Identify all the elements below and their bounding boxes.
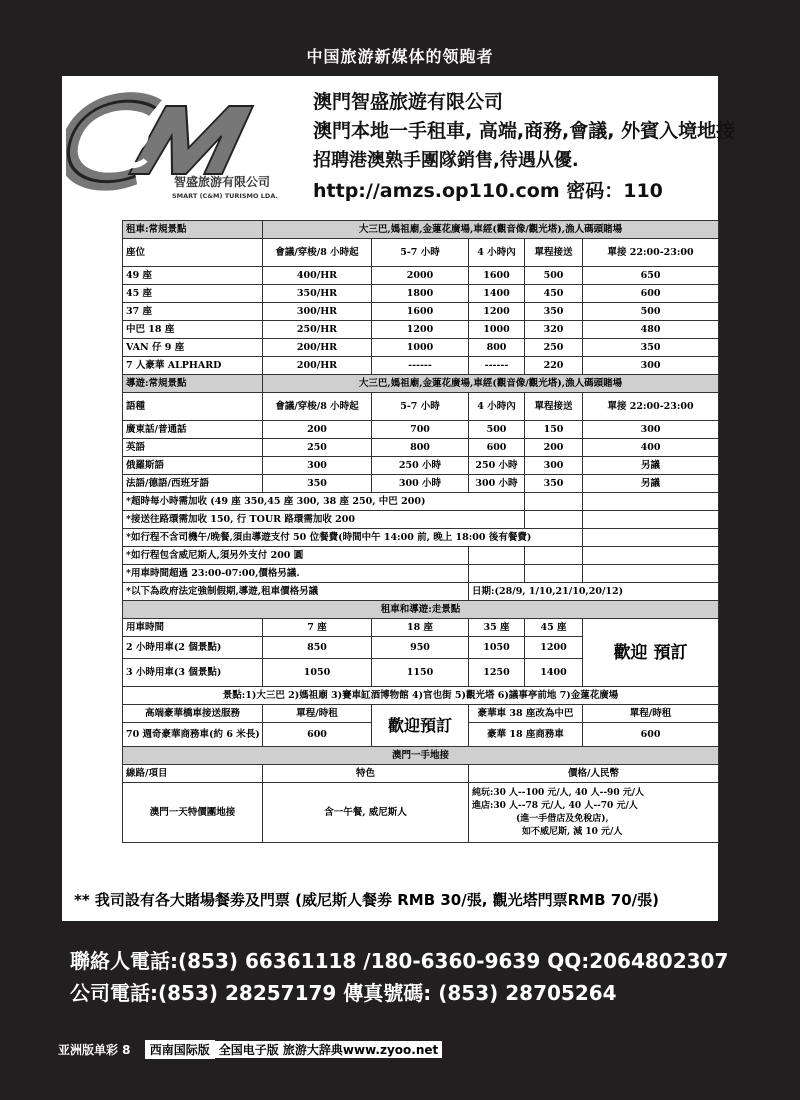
table-header: 18 座 — [372, 619, 469, 637]
table-header: 語種 — [123, 393, 263, 421]
guide-header-row — [123, 393, 719, 421]
note-row — [123, 565, 719, 583]
cell: 300 小時 — [372, 475, 469, 493]
cell: 英語 — [123, 439, 263, 457]
footer-edition-box: 西南国际版 — [145, 1040, 215, 1059]
table-header: 線路/項目 — [123, 765, 263, 783]
cell: 700 — [372, 421, 469, 439]
contact-block — [62, 921, 729, 1026]
table-row — [123, 457, 719, 475]
note-text: *用車時間超過 23:00-07:00,價格另議. — [123, 565, 469, 583]
logo-name-en: SMART (C&M) TURISMO LDA. — [172, 192, 278, 200]
table-row — [123, 783, 719, 843]
car-section-row — [123, 221, 719, 239]
tickets-note: ** 我司設有各大賭場餐劵及門票 (威尼斯人餐劵 RMB 30/張, 觀光塔門票RMB 70/張) — [74, 891, 659, 909]
note-row — [123, 547, 719, 565]
cell: 70 週奇豪華商務車(約 6 米長) — [123, 723, 263, 747]
cell: 2 小時用車(2 個景點) — [123, 637, 263, 659]
note-row — [123, 529, 719, 547]
cell: 37 座 — [123, 303, 263, 321]
cell: 300/HR — [263, 303, 372, 321]
table-row — [123, 267, 719, 285]
table-header: 4 小時內 — [469, 239, 525, 267]
cell: 950 — [372, 637, 469, 659]
limo-header-row — [123, 705, 719, 723]
cell: ------ — [469, 357, 525, 375]
cell: 250 — [525, 339, 583, 357]
logo-name-cn: 智盛旅游有限公司 — [174, 175, 271, 189]
cell: 800 — [469, 339, 525, 357]
walk-section-row — [123, 601, 719, 619]
cell: 300 小時 — [469, 475, 525, 493]
company-name: 澳門智盛旅遊有限公司 — [313, 91, 504, 113]
cell: 另議 — [583, 475, 719, 493]
note-text: *超時每小時需加收 (49 座 350,45 座 300, 38 座 250, 中巴 200) — [123, 493, 525, 511]
cell: 300 — [583, 421, 719, 439]
cell: 300 — [525, 457, 583, 475]
price-table — [122, 220, 719, 843]
guide-section-spots: 大三巴,媽祖廟,金蓮花廣場,車經(觀音像/觀光塔),漁人碼頭賭場 — [263, 375, 719, 393]
table-header: 5-7 小時 — [372, 239, 469, 267]
cell: 1400 — [469, 285, 525, 303]
table-header: 特色 — [263, 765, 469, 783]
cell: 2000 — [372, 267, 469, 285]
cell: 250 小時 — [372, 457, 469, 475]
table-row — [123, 339, 719, 357]
car-section-title: 租車:常規景點 — [123, 221, 263, 239]
cell: 600 — [583, 723, 719, 747]
cell: 350 — [525, 303, 583, 321]
cell: 800 — [372, 439, 469, 457]
cell: 另議 — [583, 457, 719, 475]
header — [62, 76, 736, 218]
contact-line-1: 聯絡人電話:(853) 66361118 /180-6360-9639 QQ:2064802307 — [70, 949, 729, 973]
table-header: 單程接送 — [525, 239, 583, 267]
cell: 1600 — [372, 303, 469, 321]
cell: 1050 — [263, 659, 372, 687]
price-line: (進一手借店及免稅店), — [516, 813, 609, 824]
cell: 法語/德語/西班牙語 — [123, 475, 263, 493]
local-header-row — [123, 765, 719, 783]
note-text: *以下為政府法定強制假期,導遊,租車價格另議 — [123, 583, 469, 601]
top-banner: 中国旅游新媒体的领跑者 — [306, 47, 494, 66]
note-row — [123, 583, 719, 601]
price-line: 如不威尼斯, 減 10 元/人 — [522, 826, 623, 837]
cell: 500 — [525, 267, 583, 285]
limo-header: 單程/時租 — [583, 705, 719, 723]
cell: 豪華 18 座商務車 — [469, 723, 583, 747]
cell: 200/HR — [263, 339, 372, 357]
table-row — [123, 321, 719, 339]
guide-section-row — [123, 375, 719, 393]
cell: 250 小時 — [469, 457, 525, 475]
cell: 480 — [583, 321, 719, 339]
cell: 1200 — [469, 303, 525, 321]
car-header-row — [123, 239, 719, 267]
cell: 中巴 18 座 — [123, 321, 263, 339]
cell: 650 — [583, 267, 719, 285]
cell: 1400 — [525, 659, 583, 687]
cell: 400/HR — [263, 267, 372, 285]
recruit-line: 招聘港澳熟手團隊銷售,待遇从優. — [313, 150, 579, 171]
table-header: 7 座 — [263, 619, 372, 637]
note-row — [123, 511, 719, 529]
cell: 200/HR — [263, 357, 372, 375]
cell: 1600 — [469, 267, 525, 285]
cell: 1200 — [525, 637, 583, 659]
contact-line-2: 公司電話:(853) 28257179 傳真號碼: (853) 28705264 — [70, 981, 617, 1005]
cell: VAN 仔 9 座 — [123, 339, 263, 357]
cell: 含一午餐, 威尼斯人 — [263, 783, 469, 843]
cell: 350/HR — [263, 285, 372, 303]
price-line: 純玩:30 人--100 元/人, 40 人--90 元/人 — [472, 787, 644, 798]
cell: ------ — [372, 357, 469, 375]
table-header: 價格/人民幣 — [469, 765, 719, 783]
service-line: 澳門本地一手租車, 高端,商務,會議, 外賓入境地接 — [313, 120, 736, 142]
walk-spots: 景點:1)大三巴 2)媽祖廟 3)賽車缸酒博物館 4)官也街 5)觀光塔 6)議事亭前地 7)金蓮花廣場 — [123, 687, 719, 705]
cell: 1000 — [372, 339, 469, 357]
website-link[interactable]: http://amzs.op110.com 密码：110 — [313, 180, 663, 202]
cell: 500 — [469, 421, 525, 439]
cell: 3 小時用車(3 個景點) — [123, 659, 263, 687]
table-header: 會議/穿梭/8 小時起 — [263, 393, 372, 421]
limo-header: 單程/時租 — [263, 705, 372, 723]
cell: 廣東話/普通話 — [123, 421, 263, 439]
cell: 250/HR — [263, 321, 372, 339]
cell: 150 — [525, 421, 583, 439]
cell: 350 — [525, 475, 583, 493]
cell: 600 — [583, 285, 719, 303]
footer-left: 亚洲版单彩 8 — [58, 1043, 131, 1057]
cell: 1800 — [372, 285, 469, 303]
cell: 600 — [469, 439, 525, 457]
walk-spots-row — [123, 687, 719, 705]
table-row — [123, 285, 719, 303]
cell: 300 — [263, 457, 372, 475]
car-section-spots: 大三巴,媽祖廟,金蓮花廣場,車經(觀音像/觀光塔),漁人碼頭賭場 — [263, 221, 719, 239]
price-line: 進店:30 人--78 元/人, 40 人--70 元/人 — [472, 800, 638, 811]
walk-header-row — [123, 619, 719, 637]
table-header: 45 座 — [525, 619, 583, 637]
cell: 400 — [583, 439, 719, 457]
holiday-dates: 日期:(28/9, 1/10,21/10,20/12) — [469, 583, 719, 601]
price-cell — [469, 783, 719, 843]
cell: 1050 — [469, 637, 525, 659]
cell: 220 — [525, 357, 583, 375]
limo-welcome: 歡迎預訂 — [372, 705, 469, 747]
table-row — [123, 357, 719, 375]
table-row — [123, 421, 719, 439]
table-header: 單接 22:00-23:00 — [583, 393, 719, 421]
cell: 200 — [263, 421, 372, 439]
cell: 7 人豪華 ALPHARD — [123, 357, 263, 375]
note-text: *接送往路環需加收 150, 行 TOUR 路環需加收 200 — [123, 511, 525, 529]
table-header: 座位 — [123, 239, 263, 267]
footer — [58, 1040, 442, 1059]
cell: 450 — [525, 285, 583, 303]
table-header: 單接 22:00-23:00 — [583, 239, 719, 267]
welcome-booking: 歡迎 預訂 — [583, 619, 719, 687]
table-row — [123, 303, 719, 321]
cell: 350 — [263, 475, 372, 493]
cell: 45 座 — [123, 285, 263, 303]
cell: 850 — [263, 637, 372, 659]
cell: 1200 — [372, 321, 469, 339]
table-header: 5-7 小時 — [372, 393, 469, 421]
walk-section-title: 租車和導遊:走景點 — [123, 601, 719, 619]
table-header: 用車時間 — [123, 619, 263, 637]
cell: 350 — [583, 339, 719, 357]
local-section-title: 澳門一手地接 — [123, 747, 719, 765]
cell: 1150 — [372, 659, 469, 687]
note-row — [123, 493, 719, 511]
table-header: 單程接送 — [525, 393, 583, 421]
cell: 200 — [525, 439, 583, 457]
table-row — [123, 475, 719, 493]
cell: 250 — [263, 439, 372, 457]
note-text: *如行程包含威尼斯人,須另外支付 200 圓 — [123, 547, 469, 565]
cell: 俄羅斯語 — [123, 457, 263, 475]
footer-right[interactable]: 全国电子版 旅游大辞典www.zyoo.net — [215, 1041, 443, 1058]
company-logo — [66, 86, 296, 206]
table-header: 4 小時內 — [469, 393, 525, 421]
cell: 320 — [525, 321, 583, 339]
local-section-row — [123, 747, 719, 765]
advert-page — [62, 76, 736, 1026]
cell: 49 座 — [123, 267, 263, 285]
table-header: 35 座 — [469, 619, 525, 637]
header-text — [313, 88, 735, 206]
cell: 1250 — [469, 659, 525, 687]
cell: 500 — [583, 303, 719, 321]
cell: 1000 — [469, 321, 525, 339]
note-text: *如行程不含司機午/晚餐,須由導遊支付 50 位餐費(時間中午 14:00 前, 晚上 18:00 後有餐費) — [123, 529, 583, 547]
cell: 澳門一天特價團地接 — [123, 783, 263, 843]
cell: 600 — [263, 723, 372, 747]
limo-header: 豪華車 38 座改為中巴 — [469, 705, 583, 723]
limo-header: 高端豪華橋車接送服務 — [123, 705, 263, 723]
guide-section-title: 導遊:常規景點 — [123, 375, 263, 393]
cell: 300 — [583, 357, 719, 375]
table-row — [123, 439, 719, 457]
table-header: 會議/穿梭/8 小時起 — [263, 239, 372, 267]
